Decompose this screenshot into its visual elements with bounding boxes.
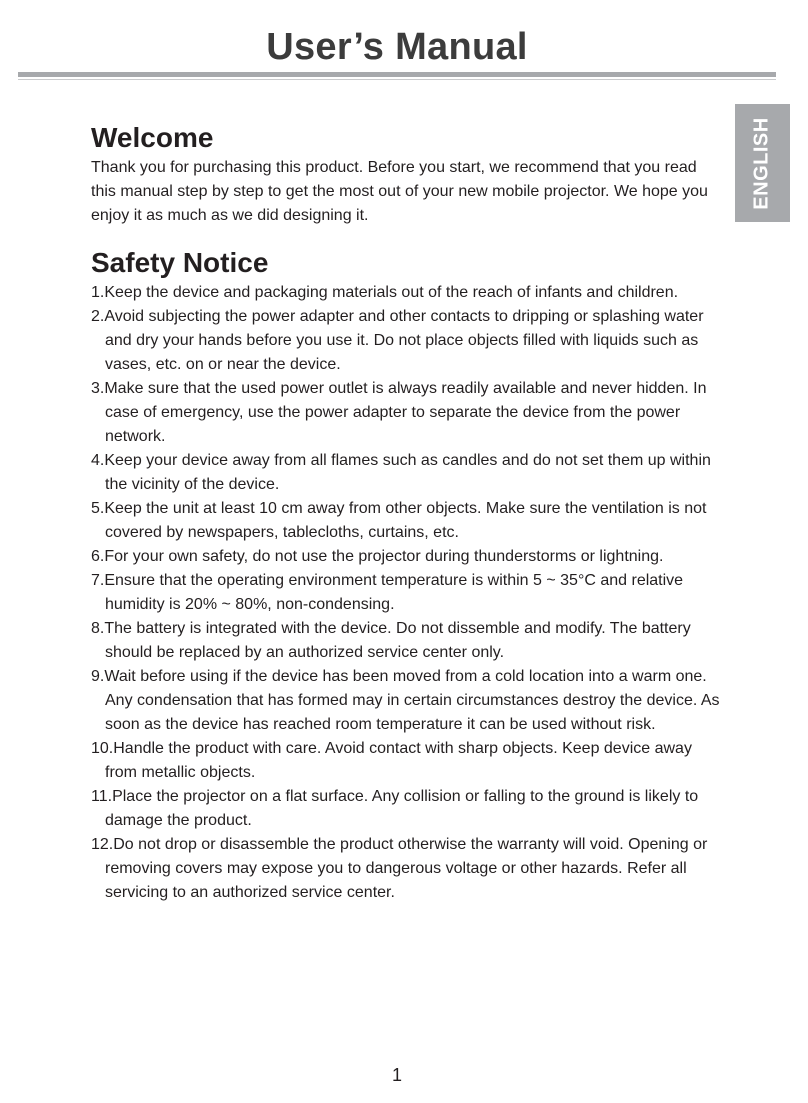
safety-item-number: 7.: [91, 572, 105, 589]
safety-item: [91, 377, 721, 449]
language-tab-label: ENGLISH: [751, 116, 773, 210]
safety-item: [91, 545, 721, 569]
safety-item: [91, 569, 721, 617]
safety-item-text: Keep the device and packaging materials out of the reach of infants and children.: [104, 284, 679, 301]
safety-item-number: 3.: [91, 380, 105, 397]
safety-item-number: 5.: [91, 500, 105, 517]
page-number: 1: [391, 1065, 402, 1085]
safety-item-number: 11.: [91, 788, 113, 805]
safety-item: [91, 497, 721, 545]
safety-item-number: 2.: [91, 308, 105, 325]
safety-item-number: 9.: [91, 668, 105, 685]
welcome-section: [91, 120, 731, 228]
safety-item-text: Ensure that the operating environment temperature is within 5 ~ 35°C and relative humidity is 20% ~ 80%, non-condensing.: [104, 572, 684, 613]
header-divider-thick: [18, 72, 776, 77]
safety-item-text: Place the projector on a flat surface. Any collision or falling to the ground is likely to damage the product.: [105, 788, 699, 829]
safety-item-text: Avoid subjecting the power adapter and other contacts to dripping or splashing water and dry your hands before you use it. Do not place objects filled with liquids such as vases, etc. on or near the device.: [104, 308, 704, 373]
language-tab: [735, 104, 790, 222]
safety-item-number: 6.: [91, 548, 105, 565]
safety-item: [91, 785, 721, 833]
header-divider-thin: [18, 79, 776, 80]
safety-item-text: Keep your device away from all flames such as candles and do not set them up within the vicinity of the device.: [104, 452, 711, 493]
safety-item-text: For your own safety, do not use the projector during thunderstorms or lightning.: [104, 548, 664, 565]
safety-item-text: Wait before using if the device has been moved from a cold location into a warm one. Any condensation that has formed may in certain circumstances destroy the device. As soon as the device has reached room temperature it can be used without risk.: [104, 668, 720, 733]
safety-item-number: 10.: [91, 740, 114, 757]
safety-item: [91, 305, 721, 377]
welcome-paragraph: Thank you for purchasing this product. Before you start, we recommend that you read this manual step by step to get the most out of your new mobile projector. We hope you enjoy it as much as we did designing it.: [91, 159, 708, 224]
welcome-heading: Welcome: [91, 122, 214, 153]
safety-item-number: 8.: [91, 620, 105, 637]
safety-item: [91, 281, 721, 305]
safety-item-text: The battery is integrated with the device. Do not dissemble and modify. The battery should be replaced by an authorized service center only.: [104, 620, 691, 661]
page-content: [91, 120, 731, 905]
safety-item: [91, 449, 721, 497]
safety-item: [91, 833, 721, 905]
safety-item-number: 4.: [91, 452, 105, 469]
safety-item-number: 1.: [91, 284, 105, 301]
page-title: User’s Manual: [266, 26, 528, 68]
safety-item-text: Do not drop or disassemble the product otherwise the warranty will void. Opening or removing covers may expose you to dangerous voltage or other hazards. Refer all servicing to an authorized service center.: [105, 836, 708, 901]
safety-item: [91, 617, 721, 665]
safety-notice-list: [91, 281, 721, 905]
safety-item-text: Make sure that the used power outlet is always readily available and never hidden. In case of emergency, use the power adapter to separate the device from the power network.: [104, 380, 707, 445]
safety-item-number: 12.: [91, 836, 114, 853]
safety-item: [91, 737, 721, 785]
safety-item-text: Handle the product with care. Avoid contact with sharp objects. Keep device away from metallic objects.: [105, 740, 692, 781]
safety-notice-heading: Safety Notice: [91, 247, 269, 278]
safety-notice-section: [91, 245, 731, 905]
safety-item-text: Keep the unit at least 10 cm away from other objects. Make sure the ventilation is not covered by newspapers, tablecloths, curtains, etc.: [104, 500, 707, 541]
safety-item: [91, 665, 721, 737]
